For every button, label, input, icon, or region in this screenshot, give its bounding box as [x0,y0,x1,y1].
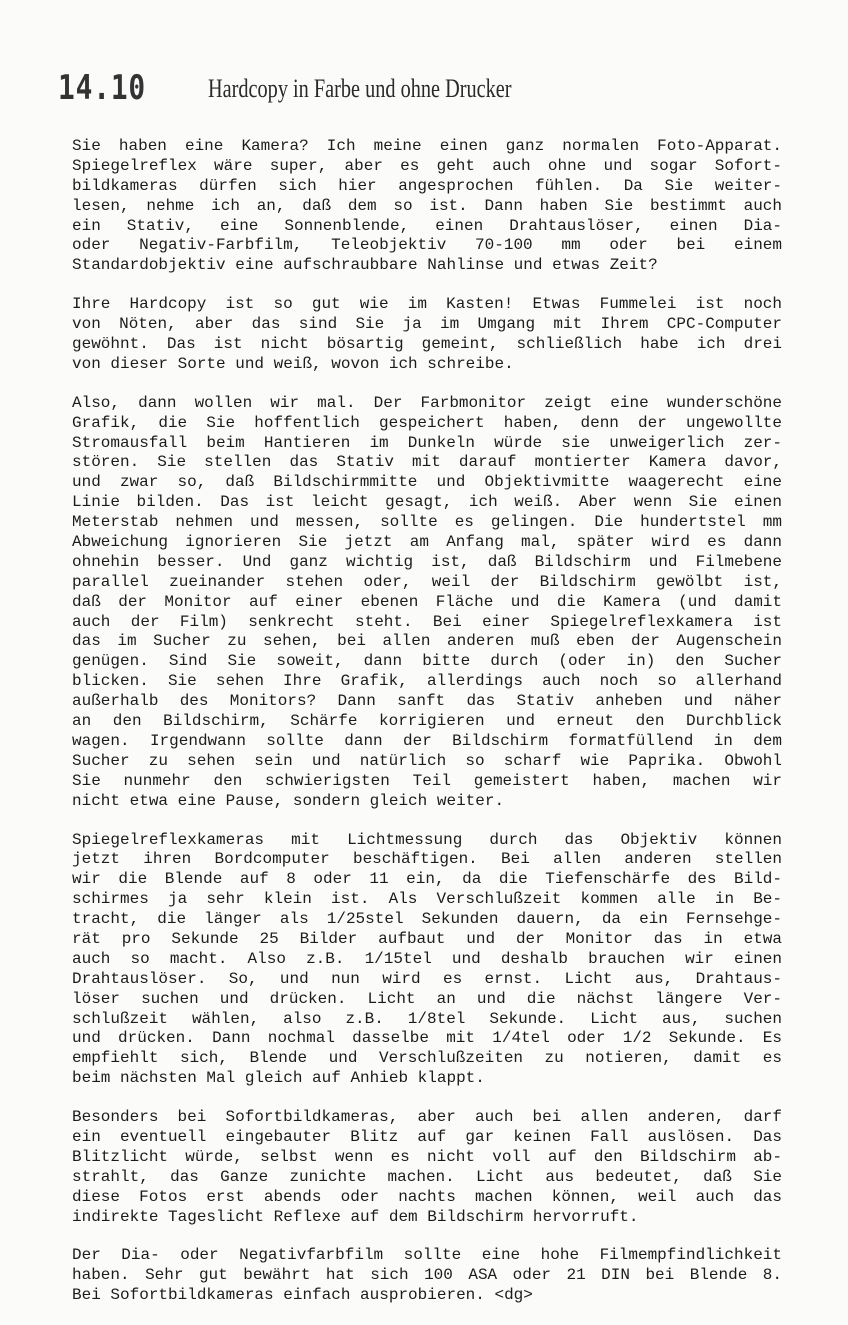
text-line: ein Stativ, eine Sonnenblende, einen Drahtauslöser, einen Dia- [72,216,782,235]
text-line: Grafik, die Sie hoffentlich gespeichert haben, denn der ungewollte [72,413,782,432]
text-line: jetzt ihren Bordcomputer beschäftigen. Bei allen anderen stellen [72,850,782,869]
text-line: Drahtauslöser. So, und nun wird es ernst. Licht aus, Drahtaus- [72,969,782,988]
text-line: oder Negativ-Farbfilm, Teleobjektiv 70-100 mm oder bei einem [72,236,782,255]
text-line: wir die Blende auf 8 oder 11 ein, da die Tiefenschärfe des Bild- [72,870,782,889]
text-line: Linie bilden. Das ist leicht gesagt, ich weiß. Aber wenn Sie einen [72,493,782,512]
text-line: Der Dia- oder Negativfarbfilm sollte eine hohe Filmempfindlichkeit [72,1246,782,1265]
body-text [72,137,782,1325]
paragraph [72,1246,782,1306]
paragraph [72,394,782,812]
text-line: Also, dann wollen wir mal. Der Farbmonitor zeigt eine wunderschöne [72,393,782,412]
text-line: daß der Monitor auf einer ebenen Fläche und die Kamera (und damit [72,592,782,611]
text-line: und drücken. Dann nochmal dasselbe mit 1/4tel oder 1/2 Sekunde. Es [72,1029,782,1048]
paragraph [72,831,782,1090]
text-line: lesen, nehme ich an, daß dem so ist. Dann haben Sie bestimmt auch [72,196,782,215]
text-line: außerhalb des Monitors? Dann sanft das Stativ anheben und näher [72,692,782,711]
text-line: schirmes ja sehr klein ist. Als Verschlußzeit kommen alle in Be- [72,890,782,909]
text-line: parallel zueinander stehen oder, weil der Bildschirm gewölbt ist, [72,572,782,591]
text-line: ohnehin besser. Und ganz wichtig ist, daß Bildschirm und Filmebene [72,552,782,571]
text-line: Sie nunmehr den schwierigsten Teil gemeistert haben, machen wir [72,771,782,790]
paragraph [72,295,782,375]
text-line: blicken. Sie sehen Ihre Grafik, allerdings auch noch so allerhand [72,672,782,691]
section-title: Hardcopy in Farbe und ohne Drucker [208,74,512,103]
text-line: nicht etwa eine Pause, sondern gleich weiter. [72,791,505,810]
text-line: Ihre Hardcopy ist so gut wie im Kasten! Etwas Fummelei ist noch [72,295,782,314]
text-line: und zwar so, daß Bildschirmmitte und Objektivmitte waagerecht eine [72,473,782,492]
text-line: strahlt, das Ganze zunichte machen. Licht aus bedeutet, daß Sie [72,1167,782,1186]
text-line: das im Sucher zu sehen, bei allen anderen muß eben der Augenschein [72,632,782,651]
text-line: bildkameras dürfen sich hier angesprochen fühlen. Da Sie weiter- [72,176,782,195]
text-line: ein eventuell eingebauter Blitz auf gar keinen Fall auslösen. Das [72,1127,782,1146]
text-line: Besonders bei Sofortbildkameras, aber auch bei allen anderen, darf [72,1108,782,1127]
text-line: empfiehlt sich, Blende und Verschlußzeiten zu notieren, damit es [72,1049,782,1068]
text-line: diese Fotos erst abends oder nachts machen können, weil auch das [72,1187,782,1206]
text-line: von dieser Sorte und weiß, wovon ich schreibe. [72,354,514,373]
text-line: Abweichung ignorieren Sie jetzt am Anfang mal, später wird es dann [72,533,782,552]
text-line: Sie haben eine Kamera? Ich meine einen ganz normalen Foto-Apparat. [72,137,782,155]
text-line: an den Bildschirm, Schärfe korrigieren und erneut den Durchblick [72,712,782,731]
section-header [58,66,798,116]
text-line: genügen. Sind Sie soweit, dann bitte durch (oder in) den Sucher [72,652,782,671]
text-line: auch so macht. Also z.B. 1/15tel und deshalb brauchen wir einen [72,949,782,968]
text-line: gewöhnt. Das ist nicht bösartig gemeint, schließlich habe ich drei [72,335,782,354]
section-number: 14.10 [58,68,147,108]
text-line: beim nächsten Mal gleich auf Anhieb klappt. [72,1069,485,1088]
text-line: Blitzlicht würde, selbst wenn es nicht voll auf den Bildschirm ab- [72,1147,782,1166]
paragraph [72,137,782,276]
text-line: löser suchen und drücken. Licht an und die nächst längere Ver- [72,989,782,1008]
text-line: wagen. Irgendwann sollte dann der Bildschirm formatfüllend in dem [72,731,782,750]
text-line: Sucher zu sehen sein und natürlich so scharf wie Paprika. Obwohl [72,751,782,770]
text-line: Spiegelreflex wäre super, aber es geht auch ohne und sogar Sofort- [72,156,782,175]
text-line: schlußzeit wählen, also z.B. 1/8tel Sekunde. Licht aus, suchen [72,1009,782,1028]
text-line: von Nöten, aber das sind Sie ja im Umgang mit Ihrem CPC-Computer [72,315,782,334]
text-line: stören. Sie stellen das Stativ mit darauf montierter Kamera davor, [72,453,782,472]
text-line: indirekte Tageslicht Reflexe auf dem Bildschirm hervorruft. [72,1207,639,1226]
paragraph [72,1108,782,1227]
text-line: auch der Film) senkrecht steht. Bei einer Spiegelreflexkamera ist [72,612,782,631]
text-line: Stromausfall beim Hantieren im Dunkeln würde sie unweigerlich zer- [72,433,782,452]
text-line: rät pro Sekunde 25 Bilder aufbaut und der Monitor das in etwa [72,929,782,948]
text-line: haben. Sehr gut bewährt hat sich 100 ASA oder 21 DIN bei Blende 8. [72,1266,782,1285]
text-line: Bei Sofortbildkameras einfach ausprobieren. <dg> [72,1286,533,1305]
text-line: Meterstab nehmen und messen, sollte es gelingen. Die hundertstel mm [72,513,782,532]
text-line: tracht, die länger als 1/25stel Sekunden dauern, da ein Fernsehge- [72,910,782,929]
text-line: Spiegelreflexkameras mit Lichtmessung durch das Objektiv können [72,830,782,849]
text-line: Standardobjektiv eine aufschraubbare Nahlinse und etwas Zeit? [72,256,658,275]
